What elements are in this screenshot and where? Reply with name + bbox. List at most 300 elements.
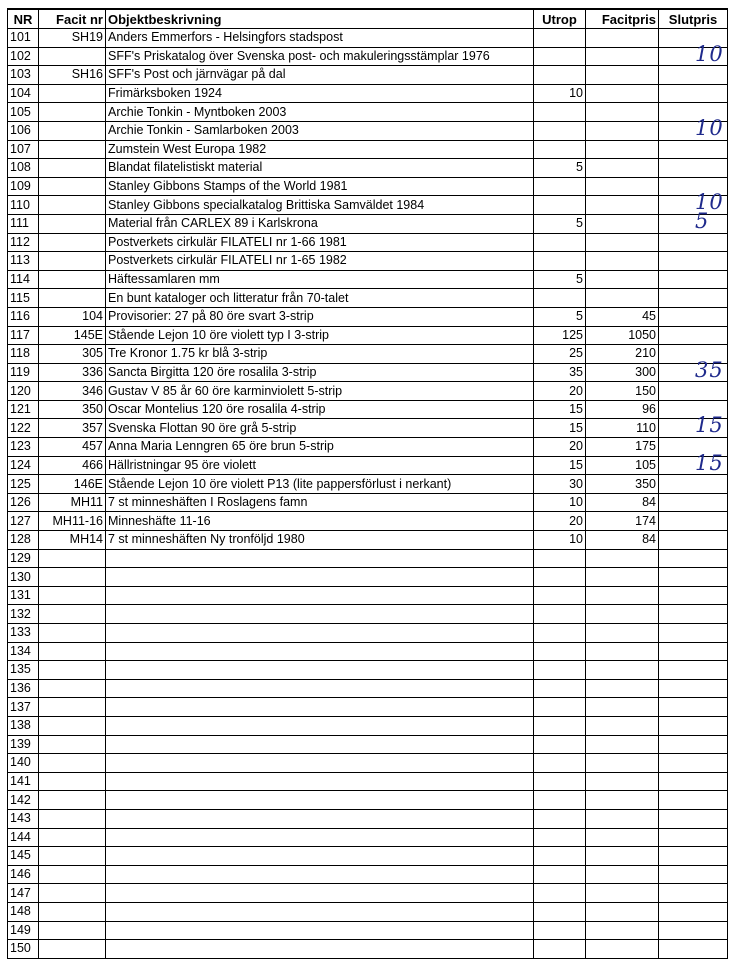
starting-price: 15 xyxy=(534,400,586,419)
catalog-price xyxy=(586,289,659,308)
table-row xyxy=(8,307,728,326)
final-price xyxy=(659,642,728,661)
catalog-price: 175 xyxy=(586,438,659,457)
catalog-price: 110 xyxy=(586,419,659,438)
table-row xyxy=(8,103,728,122)
table-row xyxy=(8,66,728,85)
table-row xyxy=(8,921,728,940)
table-row xyxy=(8,493,728,512)
starting-price: 30 xyxy=(534,475,586,494)
table-row xyxy=(8,270,728,289)
table-row xyxy=(8,47,728,66)
facit-number xyxy=(39,791,106,810)
lot-number: 108 xyxy=(8,159,39,178)
lot-number: 116 xyxy=(8,307,39,326)
facit-number: 336 xyxy=(39,363,106,382)
final-price xyxy=(659,326,728,345)
final-price xyxy=(659,586,728,605)
facit-number xyxy=(39,921,106,940)
final-price xyxy=(659,413,728,438)
table-row xyxy=(8,400,728,419)
table-row xyxy=(8,326,728,345)
catalog-price xyxy=(586,84,659,103)
lot-number: 110 xyxy=(8,196,39,215)
starting-price xyxy=(534,605,586,624)
lot-number: 113 xyxy=(8,252,39,271)
facit-number: 104 xyxy=(39,307,106,326)
final-price xyxy=(659,847,728,866)
object-description xyxy=(106,754,534,773)
starting-price: 125 xyxy=(534,326,586,345)
table-row xyxy=(8,661,728,680)
lot-number: 143 xyxy=(8,809,39,828)
object-description xyxy=(106,809,534,828)
object-description xyxy=(106,624,534,643)
facit-number: 145E xyxy=(39,326,106,345)
catalog-price xyxy=(586,214,659,233)
starting-price xyxy=(534,140,586,159)
auction-table xyxy=(7,8,728,959)
header-nr: NR xyxy=(8,9,39,29)
catalog-price xyxy=(586,716,659,735)
facit-number: MH11-16 xyxy=(39,512,106,531)
facit-number xyxy=(39,902,106,921)
catalog-price: 150 xyxy=(586,382,659,401)
final-price xyxy=(659,605,728,624)
catalog-price: 84 xyxy=(586,493,659,512)
object-description: Oscar Montelius 120 öre rosalila 4-strip xyxy=(106,400,534,419)
table-row xyxy=(8,29,728,48)
object-description: Stanley Gibbons Stamps of the World 1981 xyxy=(106,177,534,196)
handwritten-final-price: 15 xyxy=(695,413,724,438)
lot-number: 138 xyxy=(8,716,39,735)
catalog-price: 174 xyxy=(586,512,659,531)
lot-number: 109 xyxy=(8,177,39,196)
final-price xyxy=(659,252,728,271)
lot-number: 146 xyxy=(8,865,39,884)
object-description: En bunt kataloger och litteratur från 70-talet xyxy=(106,289,534,308)
handwritten-final-price: 10 xyxy=(695,115,724,140)
starting-price: 5 xyxy=(534,307,586,326)
object-description: Provisorier: 27 på 80 öre svart 3-strip xyxy=(106,307,534,326)
lot-number: 122 xyxy=(8,419,39,438)
starting-price: 20 xyxy=(534,382,586,401)
starting-price xyxy=(534,289,586,308)
table-row xyxy=(8,214,728,233)
table-row xyxy=(8,735,728,754)
facit-number: 346 xyxy=(39,382,106,401)
table-row xyxy=(8,586,728,605)
lot-number: 102 xyxy=(8,47,39,66)
facit-number: MH11 xyxy=(39,493,106,512)
facit-number: 457 xyxy=(39,438,106,457)
header-facit-nr: Facit nr xyxy=(39,9,106,29)
auction-sheet xyxy=(7,8,727,963)
catalog-price xyxy=(586,196,659,215)
final-price xyxy=(659,679,728,698)
lot-number: 133 xyxy=(8,624,39,643)
facit-number xyxy=(39,196,106,215)
catalog-price xyxy=(586,233,659,252)
catalog-price xyxy=(586,754,659,773)
lot-number: 137 xyxy=(8,698,39,717)
lot-number: 139 xyxy=(8,735,39,754)
facit-number xyxy=(39,252,106,271)
catalog-price xyxy=(586,661,659,680)
catalog-price xyxy=(586,103,659,122)
starting-price xyxy=(534,121,586,140)
catalog-price xyxy=(586,586,659,605)
catalog-price xyxy=(586,270,659,289)
lot-number: 147 xyxy=(8,884,39,903)
catalog-price xyxy=(586,252,659,271)
starting-price: 10 xyxy=(534,531,586,550)
lot-number: 118 xyxy=(8,345,39,364)
object-description: Stående Lejon 10 öre violett P13 (lite pappersförlust i nerkant) xyxy=(106,475,534,494)
object-description: Tre Kronor 1.75 kr blå 3-strip xyxy=(106,345,534,364)
starting-price xyxy=(534,196,586,215)
header-utrop: Utrop xyxy=(534,9,586,29)
lot-number: 121 xyxy=(8,400,39,419)
lot-number: 127 xyxy=(8,512,39,531)
table-row xyxy=(8,865,728,884)
table-row xyxy=(8,716,728,735)
lot-number: 150 xyxy=(8,940,39,959)
lot-number: 119 xyxy=(8,363,39,382)
object-description xyxy=(106,679,534,698)
lot-number: 111 xyxy=(8,214,39,233)
starting-price xyxy=(534,940,586,959)
final-price xyxy=(659,698,728,717)
catalog-price: 84 xyxy=(586,531,659,550)
final-price xyxy=(659,512,728,531)
starting-price xyxy=(534,847,586,866)
starting-price: 10 xyxy=(534,84,586,103)
table-row xyxy=(8,884,728,903)
catalog-price xyxy=(586,791,659,810)
final-price xyxy=(659,828,728,847)
lot-number: 144 xyxy=(8,828,39,847)
final-price xyxy=(659,531,728,550)
starting-price xyxy=(534,772,586,791)
table-row xyxy=(8,809,728,828)
table-row xyxy=(8,642,728,661)
starting-price xyxy=(534,865,586,884)
table-row xyxy=(8,605,728,624)
table-row xyxy=(8,772,728,791)
object-description: Blandat filatelistiskt material xyxy=(106,159,534,178)
catalog-price xyxy=(586,568,659,587)
catalog-price xyxy=(586,47,659,66)
final-price xyxy=(659,84,728,103)
facit-number xyxy=(39,568,106,587)
facit-number xyxy=(39,289,106,308)
table-row xyxy=(8,121,728,140)
facit-number xyxy=(39,884,106,903)
facit-number xyxy=(39,84,106,103)
table-row xyxy=(8,698,728,717)
object-description: Postverkets cirkulär FILATELI nr 1-66 1981 xyxy=(106,233,534,252)
header-row xyxy=(8,9,728,29)
table-row xyxy=(8,159,728,178)
lot-number: 112 xyxy=(8,233,39,252)
catalog-price xyxy=(586,847,659,866)
table-row xyxy=(8,791,728,810)
object-description: Hällristningar 95 öre violett xyxy=(106,456,534,475)
table-row xyxy=(8,847,728,866)
catalog-price xyxy=(586,828,659,847)
starting-price xyxy=(534,735,586,754)
starting-price xyxy=(534,103,586,122)
table-row xyxy=(8,140,728,159)
object-description xyxy=(106,772,534,791)
final-price xyxy=(659,549,728,568)
object-description xyxy=(106,698,534,717)
object-description: SFF's Priskatalog över Svenska post- och makuleringsstämplar 1976 xyxy=(106,47,534,66)
table-row xyxy=(8,512,728,531)
lot-number: 140 xyxy=(8,754,39,773)
object-description: Gustav V 85 år 60 öre karminviolett 5-strip xyxy=(106,382,534,401)
facit-number xyxy=(39,159,106,178)
starting-price xyxy=(534,66,586,85)
lot-number: 101 xyxy=(8,29,39,48)
table-body xyxy=(8,29,728,959)
final-price xyxy=(659,493,728,512)
lot-number: 132 xyxy=(8,605,39,624)
facit-number xyxy=(39,865,106,884)
starting-price xyxy=(534,47,586,66)
object-description: Frimärksboken 1924 xyxy=(106,84,534,103)
facit-number xyxy=(39,735,106,754)
table-row xyxy=(8,828,728,847)
catalog-price xyxy=(586,902,659,921)
table-row xyxy=(8,568,728,587)
lot-number: 149 xyxy=(8,921,39,940)
object-description xyxy=(106,661,534,680)
lot-number: 148 xyxy=(8,902,39,921)
catalog-price: 45 xyxy=(586,307,659,326)
catalog-price xyxy=(586,884,659,903)
object-description xyxy=(106,642,534,661)
handwritten-final-price: 10 xyxy=(695,41,724,66)
table-row xyxy=(8,754,728,773)
object-description xyxy=(106,568,534,587)
object-description xyxy=(106,921,534,940)
lot-number: 141 xyxy=(8,772,39,791)
catalog-price xyxy=(586,624,659,643)
final-price xyxy=(659,809,728,828)
object-description: Zumstein West Europa 1982 xyxy=(106,140,534,159)
object-description xyxy=(106,940,534,959)
object-description xyxy=(106,735,534,754)
object-description: Archie Tonkin - Samlarboken 2003 xyxy=(106,121,534,140)
table-row xyxy=(8,549,728,568)
starting-price: 10 xyxy=(534,493,586,512)
catalog-price xyxy=(586,865,659,884)
catalog-price xyxy=(586,698,659,717)
final-price xyxy=(659,568,728,587)
starting-price xyxy=(534,177,586,196)
final-price xyxy=(659,921,728,940)
final-price xyxy=(659,735,728,754)
starting-price xyxy=(534,698,586,717)
lot-number: 128 xyxy=(8,531,39,550)
handwritten-final-price: 35 xyxy=(695,357,724,382)
catalog-price xyxy=(586,549,659,568)
final-price xyxy=(659,289,728,308)
catalog-price xyxy=(586,679,659,698)
lot-number: 126 xyxy=(8,493,39,512)
object-description: 7 st minneshäften Ny tronföljd 1980 xyxy=(106,531,534,550)
facit-number xyxy=(39,233,106,252)
facit-number xyxy=(39,121,106,140)
lot-number: 142 xyxy=(8,791,39,810)
lot-number: 134 xyxy=(8,642,39,661)
final-price xyxy=(659,940,728,959)
object-description: Sancta Birgitta 120 öre rosalila 3-strip xyxy=(106,363,534,382)
starting-price: 15 xyxy=(534,456,586,475)
lot-number: 123 xyxy=(8,438,39,457)
lot-number: 105 xyxy=(8,103,39,122)
facit-number xyxy=(39,586,106,605)
facit-number xyxy=(39,809,106,828)
lot-number: 124 xyxy=(8,456,39,475)
object-description xyxy=(106,865,534,884)
facit-number xyxy=(39,940,106,959)
table-row xyxy=(8,345,728,364)
facit-number: 466 xyxy=(39,456,106,475)
final-price xyxy=(659,270,728,289)
lot-number: 106 xyxy=(8,121,39,140)
catalog-price xyxy=(586,177,659,196)
handwritten-final-price: 10 xyxy=(695,190,724,215)
lot-number: 114 xyxy=(8,270,39,289)
lot-number: 136 xyxy=(8,679,39,698)
lot-number: 125 xyxy=(8,475,39,494)
facit-number xyxy=(39,661,106,680)
table-row xyxy=(8,902,728,921)
starting-price: 35 xyxy=(534,363,586,382)
object-description: Svenska Flottan 90 öre grå 5-strip xyxy=(106,419,534,438)
starting-price: 20 xyxy=(534,512,586,531)
starting-price xyxy=(534,921,586,940)
facit-number xyxy=(39,270,106,289)
facit-number: SH16 xyxy=(39,66,106,85)
starting-price: 5 xyxy=(534,214,586,233)
final-price xyxy=(659,190,728,215)
facit-number xyxy=(39,847,106,866)
starting-price xyxy=(534,884,586,903)
catalog-price xyxy=(586,29,659,48)
final-price xyxy=(659,791,728,810)
catalog-price: 1050 xyxy=(586,326,659,345)
table-row xyxy=(8,679,728,698)
facit-number xyxy=(39,140,106,159)
table-row xyxy=(8,382,728,401)
final-price xyxy=(659,41,728,66)
starting-price: 20 xyxy=(534,438,586,457)
object-description xyxy=(106,884,534,903)
final-price xyxy=(659,66,728,85)
object-description: Material från CARLEX 89 i Karlskrona xyxy=(106,214,534,233)
starting-price: 15 xyxy=(534,419,586,438)
object-description xyxy=(106,828,534,847)
facit-number xyxy=(39,698,106,717)
table-row xyxy=(8,438,728,457)
lot-number: 104 xyxy=(8,84,39,103)
starting-price: 5 xyxy=(534,159,586,178)
starting-price xyxy=(534,679,586,698)
final-price xyxy=(659,624,728,643)
table-row xyxy=(8,84,728,103)
table-row xyxy=(8,233,728,252)
final-price xyxy=(659,661,728,680)
table-row xyxy=(8,252,728,271)
final-price xyxy=(659,159,728,178)
object-description: Anders Emmerfors - Helsingfors stadspost xyxy=(106,29,534,48)
object-description: Postverkets cirkulär FILATELI nr 1-65 1982 xyxy=(106,252,534,271)
starting-price xyxy=(534,661,586,680)
table-row xyxy=(8,177,728,196)
facit-number: MH14 xyxy=(39,531,106,550)
facit-number xyxy=(39,716,106,735)
facit-number xyxy=(39,549,106,568)
object-description xyxy=(106,549,534,568)
object-description xyxy=(106,586,534,605)
starting-price xyxy=(534,624,586,643)
starting-price xyxy=(534,252,586,271)
catalog-price xyxy=(586,642,659,661)
facit-number: 350 xyxy=(39,400,106,419)
catalog-price xyxy=(586,921,659,940)
table-row xyxy=(8,531,728,550)
final-price xyxy=(659,382,728,401)
starting-price xyxy=(534,568,586,587)
object-description: SFF's Post och järnvägar på dal xyxy=(106,66,534,85)
facit-number xyxy=(39,624,106,643)
facit-number xyxy=(39,214,106,233)
catalog-price xyxy=(586,940,659,959)
final-price xyxy=(659,233,728,252)
catalog-price xyxy=(586,809,659,828)
table-row xyxy=(8,624,728,643)
object-description xyxy=(106,847,534,866)
table-row xyxy=(8,940,728,959)
lot-number: 145 xyxy=(8,847,39,866)
handwritten-final-price: 15 xyxy=(695,450,724,475)
catalog-price xyxy=(586,121,659,140)
facit-number xyxy=(39,47,106,66)
facit-number xyxy=(39,177,106,196)
table-row xyxy=(8,196,728,215)
catalog-price xyxy=(586,159,659,178)
handwritten-final-price: 5 xyxy=(695,208,710,233)
final-price xyxy=(659,772,728,791)
lot-number: 120 xyxy=(8,382,39,401)
final-price xyxy=(659,115,728,140)
object-description: 7 st minneshäften I Roslagens famn xyxy=(106,493,534,512)
header-facitpris: Facitpris xyxy=(586,9,659,29)
catalog-price: 210 xyxy=(586,345,659,364)
final-price xyxy=(659,140,728,159)
final-price xyxy=(659,716,728,735)
catalog-price xyxy=(586,140,659,159)
object-description: Anna Maria Lenngren 65 öre brun 5-strip xyxy=(106,438,534,457)
starting-price xyxy=(534,828,586,847)
starting-price xyxy=(534,233,586,252)
final-price xyxy=(659,884,728,903)
facit-number: 305 xyxy=(39,345,106,364)
